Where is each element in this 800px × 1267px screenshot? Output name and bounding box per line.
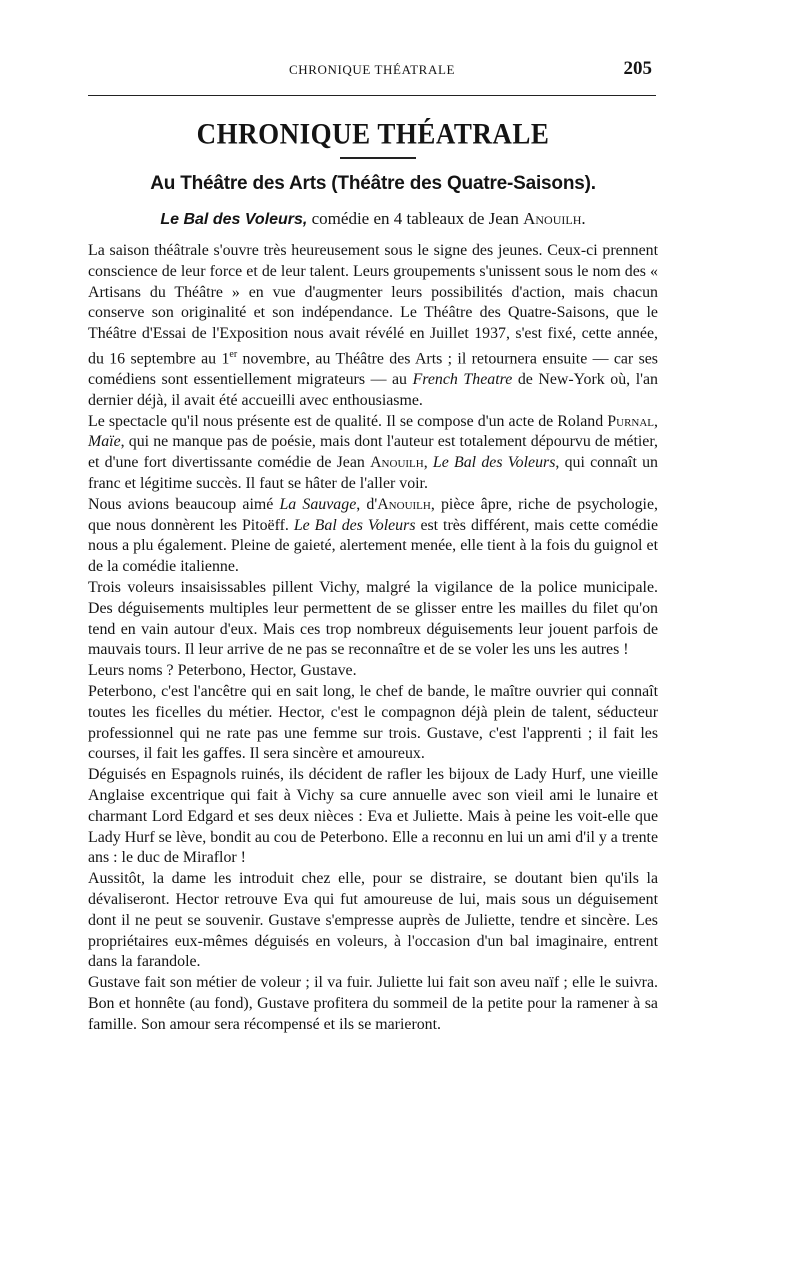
running-title: CHRONIQUE THÉATRALE (288, 62, 456, 77)
text-run: , (423, 454, 433, 472)
superscript: er (229, 348, 238, 360)
play-author: Anouilh. (523, 209, 586, 228)
article-subtitle: Au Théâtre des Arts (Théâtre des Quatre-Saisons). (150, 173, 596, 194)
play-credit-line (0, 209, 746, 229)
text-run: Déguisés en Espagnols ruinés, ils décident de rafler les bijoux de Lady Hurf, une vieille Anglaise excentrique qui fait à Vichy sa cure annuelle avec son vieil ami le lunaire et charmant Lord Edgard et ses deux nièces : Eva et Juliette. Mais à peine les voit-elle que Lady Hurf se lève, bondit au cou de Peterbono. Elle a reconnu en lui un ami d'il y a trente ans : le duc de Miraflor ! (88, 766, 658, 867)
italic-run: French Theatre (412, 371, 513, 389)
paragraph (88, 869, 658, 973)
text-run: Gustave fait son métier de voleur ; il va fuir. Juliette lui fait son aveu naïf ; elle le suivra. Bon et honnête (au fond), Gustave profitera du sommeil de la petite pour la ramener à sa famille. Son amour sera récompensé et ils se marieront. (88, 974, 658, 1033)
paragraph (88, 495, 658, 578)
article-title: CHRONIQUE THÉATRALE (196, 117, 550, 151)
paragraph (88, 661, 658, 682)
text-run: Le spectacle qu'il nous présente est de qualité. Il se compose d'un acte de Roland (88, 412, 608, 430)
smallcaps-run: Anouilh (370, 454, 424, 472)
text-run: Leurs noms ? Peterbono, Hector, Gustave. (88, 662, 357, 680)
italic-run: La Sauvage (279, 495, 357, 513)
text-run: est très différent, mais cette comédie nous a plu également. Pleine de gaieté, alertement menée, elle tient à la fois du guignol et de la comédie italienne. (88, 516, 658, 576)
play-description: comédie en 4 tableaux de Jean (311, 209, 519, 228)
page-number: 205 (623, 58, 652, 79)
play-title: Le Bal des Voleurs, (160, 211, 308, 228)
text-run: , (654, 412, 658, 430)
smallcaps-run: Anouilh (377, 495, 431, 513)
text-run: Peterbono, c'est l'ancêtre qui en sait long, le chef de bande, le maître ouvrier qui connaît toutes les ficelles du métier. Hector, c'est le compagnon déjà plein de talent, séducteur professionnel qui ne rate pas une femme sur trois. Gustave, c'est l'apprenti ; il fait les courses, il fait les gaffes. Il sera sincère et amoureux. (88, 683, 658, 763)
text-run: , qui connaît un franc et légitime succès. Il faut se hâter de l'aller voir. (88, 454, 658, 493)
text-run: novembre, au Théâtre des Arts ; il retournera ensuite — car ses comédiens sont essentiellement migrateurs — au (88, 350, 658, 389)
text-run: Aussitôt, la dame les introduit chez elle, pour se distraire, se doutant bien qu'ils la dévaliseront. Hector retrouve Eva qui fut amoureuse de lui, mais sous un déguisement dont il ne peut se souvenir. Gustave s'empresse auprès de Juliette, tendre et sincère. Les propriétaires eux-mêmes déguisés en voleurs, à l'occasion d'un bal imaginaire, entrent dans la farandole. (88, 870, 658, 971)
italic-run: Maïe (88, 433, 121, 451)
paragraph (88, 412, 658, 495)
text-run: de New-York où, l'an dernier déjà, il avait été accueilli avec enthousiasme. (88, 371, 658, 409)
text-run: Trois voleurs insaisissables pillent Vichy, malgré la vigilance de la police municipale. Des déguisements multiples leur permettent de se glisser entre les mailles du filet qu'on tend en vain autour d'eux. Mais ces trop nombreux déguisements leur jouent parfois de mauvais tours. Il leur arrive de ne pas se reconnaître et de se voler les uns les autres ! (88, 579, 658, 659)
paragraph (88, 578, 658, 661)
paragraph (88, 682, 658, 765)
text-run: , qui ne manque pas de poésie, mais dont l'auteur est totalement dépourvu de métier, et d'une fort divertissante comédie de Jean (88, 433, 658, 472)
header-rule (88, 95, 656, 96)
italic-run: Le Bal des Voleurs (293, 516, 416, 534)
text-run: La saison théâtrale s'ouvre très heureusement sous le signe des jeunes. Ceux-ci prennent conscience de leur force et de leur talent. Leurs groupements s'unissent sous le nom des « Artisans du Théâtre » en vue d'augmenter leurs possibilités d'action, mais chacun conserve son originalité et son indépendance. Le Théâtre des Quatre-Saisons, que le Théâtre d'Essai de l'Exposition nous avait révélé en Juillet 1937, s'est fixé, cette année, du 16 septembre au 1 (88, 242, 658, 368)
paragraph (88, 241, 658, 412)
text-run: , pièce âpre, riche de psychologie, que nous donnèrent les Pitoëff. (88, 495, 658, 534)
smallcaps-run: Purnal (607, 412, 655, 430)
text-run: , d' (356, 495, 378, 513)
italic-run: Le Bal des Voleurs (432, 454, 556, 472)
title-rule (340, 157, 416, 159)
paragraph (88, 765, 658, 869)
running-head (88, 60, 656, 90)
text-run: Nous avions beaucoup aimé (88, 495, 280, 513)
article-body (88, 241, 658, 1036)
paragraph (88, 973, 658, 1035)
